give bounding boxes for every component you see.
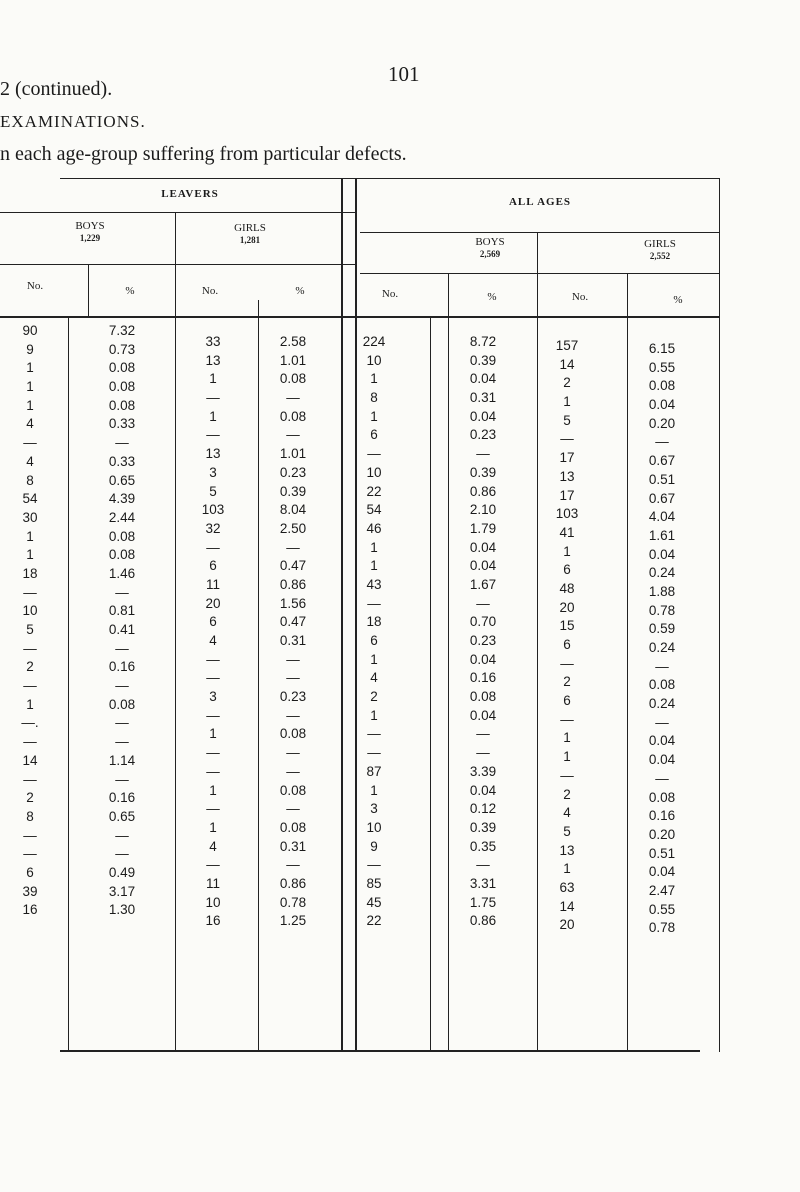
table-cell: — bbox=[286, 801, 300, 817]
table-cell: 9 bbox=[370, 838, 378, 854]
table-cell: 4 bbox=[26, 416, 34, 432]
table-cell: 20 bbox=[559, 599, 575, 615]
table-cell: 0.16 bbox=[469, 670, 497, 686]
table-cell: 2 bbox=[563, 786, 571, 802]
table-cell: 224 bbox=[362, 334, 386, 349]
table-cell: 2.47 bbox=[648, 882, 676, 898]
table-cell: — bbox=[206, 745, 220, 761]
col-header-all-boys-pct: % bbox=[487, 291, 497, 303]
table-cell: 3.39 bbox=[469, 763, 497, 779]
table-cell: 45 bbox=[366, 894, 382, 910]
table-cell: 4 bbox=[370, 670, 378, 686]
table-cell: 9 bbox=[26, 341, 34, 357]
table-cell: 0.24 bbox=[648, 640, 676, 655]
table-cell: 30 bbox=[22, 509, 38, 525]
table-cell: 0.41 bbox=[108, 622, 136, 637]
table-cell: 0.24 bbox=[648, 565, 676, 581]
table-cell: — bbox=[206, 427, 220, 443]
table-cell: 0.51 bbox=[648, 845, 676, 861]
table-cell: 0.81 bbox=[108, 603, 136, 619]
table-cell: — bbox=[367, 745, 381, 761]
table-cell: 17 bbox=[559, 487, 575, 503]
table-cell: — bbox=[655, 658, 669, 674]
table-cell: 0.23 bbox=[469, 633, 497, 648]
table-cell: 1 bbox=[209, 726, 217, 742]
table-cell: 0.24 bbox=[648, 696, 676, 712]
table-cell: 18 bbox=[22, 565, 38, 581]
table-cell: 2 bbox=[26, 790, 34, 806]
table-cell: 1.79 bbox=[469, 520, 497, 536]
table-cell: 1.30 bbox=[108, 902, 136, 918]
table-cell: 6 bbox=[209, 558, 217, 574]
table-cell: 2 bbox=[26, 659, 34, 675]
table-cell: — bbox=[560, 655, 574, 671]
leavers-boys-label: BOYS bbox=[75, 220, 105, 232]
leavers-header: LEAVERS bbox=[161, 188, 219, 200]
col-header-leavers-girls-pct: % bbox=[295, 285, 305, 297]
table-cell: 10 bbox=[205, 894, 221, 910]
table-cell: 0.08 bbox=[279, 371, 307, 387]
table-cell: 10 bbox=[366, 464, 382, 480]
table-cell: 1 bbox=[370, 371, 378, 387]
col-header-leavers-boys-pct: % bbox=[125, 285, 135, 297]
table-cell: 1.01 bbox=[279, 352, 307, 368]
col-header-all-girls-no: No. bbox=[571, 291, 589, 303]
table-cell: 6 bbox=[563, 562, 571, 578]
table-cell: — bbox=[115, 715, 129, 731]
table-cell: 13 bbox=[559, 468, 575, 484]
table-cell: — bbox=[286, 390, 300, 406]
table-cell: 0.16 bbox=[108, 659, 136, 675]
table-cell: — bbox=[206, 763, 220, 779]
column-all-boys-pct bbox=[453, 333, 513, 931]
table-cell: 0.08 bbox=[108, 397, 136, 413]
table-cell: 6.15 bbox=[648, 341, 676, 356]
table-cell: 0.33 bbox=[108, 453, 136, 469]
table-cell: 0.20 bbox=[648, 826, 676, 842]
table-cell: — bbox=[476, 446, 490, 462]
table-cell: 0.86 bbox=[279, 576, 307, 592]
table-cell: 0.78 bbox=[279, 894, 307, 910]
table-cell: 6 bbox=[370, 427, 378, 443]
table-cell: 3 bbox=[209, 689, 217, 705]
table-cell: — bbox=[115, 678, 129, 694]
table-cell: 63 bbox=[559, 879, 575, 895]
table-cell: 1 bbox=[26, 528, 34, 544]
column-all-girls-no bbox=[537, 337, 597, 935]
table-cell: 1 bbox=[26, 360, 34, 376]
table-cell: — bbox=[115, 584, 129, 600]
table-cell: 10 bbox=[366, 352, 382, 368]
table-cell: 1.01 bbox=[279, 446, 307, 462]
table-cell: 54 bbox=[22, 491, 38, 507]
table-cell: 0.39 bbox=[469, 352, 497, 368]
leavers-boys-header bbox=[30, 220, 150, 243]
table-cell: 3.17 bbox=[108, 883, 136, 899]
table-cell: — bbox=[115, 827, 129, 843]
table-cell: — bbox=[115, 771, 129, 787]
table-cell: 5 bbox=[209, 483, 217, 499]
column-leavers-boys-no bbox=[0, 322, 60, 920]
table-cell: 0.49 bbox=[108, 864, 136, 880]
table-cell: 41 bbox=[559, 524, 575, 540]
table-cell: 8 bbox=[26, 472, 34, 488]
table-cell: 48 bbox=[559, 580, 575, 596]
table-cell: 0.39 bbox=[279, 483, 307, 499]
table-cell: 0.86 bbox=[279, 875, 307, 891]
table-cell: 8.04 bbox=[279, 502, 307, 518]
table-cell: 0.47 bbox=[279, 614, 307, 630]
table-cell: 0.65 bbox=[108, 808, 136, 824]
table-cell: 6 bbox=[26, 864, 34, 880]
table-cell: 0.08 bbox=[648, 789, 676, 805]
table-cell: — bbox=[367, 726, 381, 742]
table-cell: —. bbox=[21, 715, 39, 731]
table-cell: 6 bbox=[370, 633, 378, 648]
table-cell: 0.73 bbox=[108, 341, 136, 357]
table-cell: 8 bbox=[26, 808, 34, 824]
table-cell: 0.78 bbox=[648, 920, 676, 936]
table-cell: — bbox=[476, 745, 490, 761]
table-cell: 4 bbox=[209, 838, 217, 854]
table-cell: 1.67 bbox=[469, 576, 497, 592]
table-cell: — bbox=[286, 427, 300, 443]
table-cell: 6 bbox=[563, 693, 571, 709]
table-cell: 0.23 bbox=[279, 689, 307, 705]
table-cell: 1 bbox=[370, 782, 378, 798]
table-cell: 103 bbox=[201, 502, 225, 518]
column-all-girls-pct bbox=[632, 340, 692, 938]
table-cell: 0.04 bbox=[648, 864, 676, 880]
table-cell: 0.31 bbox=[469, 390, 497, 406]
table-cell: 1 bbox=[563, 394, 571, 410]
table-cell: 11 bbox=[205, 875, 220, 891]
table-cell: 0.31 bbox=[279, 838, 307, 854]
table-cell: 1 bbox=[563, 749, 571, 765]
table-cell: 20 bbox=[205, 595, 221, 611]
table-cell: 0.16 bbox=[648, 808, 676, 824]
table-cell: 0.55 bbox=[648, 901, 676, 917]
table-cell: 8.72 bbox=[469, 334, 497, 349]
table-cell: 0.67 bbox=[648, 453, 676, 469]
table-cell: 0.04 bbox=[469, 371, 497, 387]
table-cell: 0.86 bbox=[469, 483, 497, 499]
table-cell: 0.08 bbox=[108, 360, 136, 376]
table-cell: — bbox=[206, 670, 220, 686]
table-cell: — bbox=[286, 670, 300, 686]
table-cell: — bbox=[115, 846, 129, 862]
table-cell: 20 bbox=[559, 917, 575, 933]
table-cell: — bbox=[23, 584, 37, 600]
table-cell: 17 bbox=[559, 450, 575, 466]
table-cell: — bbox=[286, 539, 300, 555]
table-cell: 90 bbox=[22, 323, 38, 338]
table-cell: 16 bbox=[205, 913, 221, 929]
leavers-boys-count: 1,229 bbox=[79, 233, 101, 243]
table-cell: 0.12 bbox=[469, 801, 497, 817]
table-cell: 1.88 bbox=[648, 583, 676, 599]
table-cell: 1 bbox=[26, 547, 34, 563]
table-cell: 13 bbox=[559, 842, 575, 858]
table-cell: 0.04 bbox=[469, 651, 497, 667]
table-cell: 1 bbox=[370, 707, 378, 723]
table-cell: 1 bbox=[563, 730, 571, 746]
column-all-boys-no bbox=[344, 333, 404, 931]
table-cell: 0.65 bbox=[108, 472, 136, 488]
table-cell: — bbox=[115, 435, 129, 451]
table-cell: — bbox=[286, 745, 300, 761]
table-cell: 1 bbox=[563, 861, 571, 877]
table-cell: 0.04 bbox=[469, 782, 497, 798]
table-cell: — bbox=[476, 595, 490, 611]
table-cell: 1 bbox=[209, 819, 217, 835]
table-cell: 1 bbox=[563, 543, 571, 559]
leavers-girls-label: GIRLS bbox=[234, 222, 266, 234]
table-cell: 14 bbox=[559, 898, 575, 914]
table-cell: 2.58 bbox=[279, 334, 307, 349]
all-boys-label: BOYS bbox=[475, 236, 505, 248]
table-cell: 10 bbox=[366, 819, 382, 835]
table-cell: — bbox=[23, 640, 37, 656]
table-cell: 54 bbox=[366, 502, 382, 518]
table-cell: 2.44 bbox=[108, 509, 136, 525]
table-cell: 11 bbox=[205, 576, 220, 592]
table-cell: — bbox=[655, 434, 669, 450]
table-cell: 14 bbox=[22, 752, 38, 768]
table-cell: 1 bbox=[209, 371, 217, 387]
table-cell: 0.47 bbox=[279, 558, 307, 574]
table-cell: 5 bbox=[563, 823, 571, 839]
table-cell: 0.39 bbox=[469, 819, 497, 835]
table-cell: 43 bbox=[366, 576, 382, 592]
table-cell: 1.25 bbox=[279, 913, 307, 929]
table-cell: 5 bbox=[26, 622, 34, 637]
table-cell: 33 bbox=[205, 334, 221, 349]
table-cell: 1 bbox=[26, 397, 34, 413]
table-cell: 0.04 bbox=[469, 539, 497, 555]
table-cell: 0.59 bbox=[648, 621, 676, 637]
table-cell: 1 bbox=[370, 408, 378, 424]
column-leavers-boys-pct bbox=[92, 322, 152, 920]
heading-examinations: EXAMINATIONS. bbox=[0, 112, 146, 131]
table-cell: 0.04 bbox=[648, 397, 676, 413]
table-cell: 13 bbox=[205, 446, 221, 462]
table-cell: 16 bbox=[22, 902, 38, 918]
table-cell: 0.08 bbox=[279, 819, 307, 835]
table-cell: — bbox=[206, 857, 220, 873]
table-cell: — bbox=[655, 714, 669, 730]
table-cell: 0.08 bbox=[279, 726, 307, 742]
table-cell: 85 bbox=[366, 875, 382, 891]
table-cell: 1.14 bbox=[108, 752, 136, 768]
col-header-all-boys-no: No. bbox=[381, 288, 399, 300]
table-cell: 0.78 bbox=[648, 602, 676, 618]
table-cell: 18 bbox=[366, 614, 382, 630]
table-cell: — bbox=[23, 435, 37, 451]
table-cell: 6 bbox=[563, 637, 571, 652]
table-cell: 32 bbox=[205, 520, 221, 536]
table-cell: 1 bbox=[370, 558, 378, 574]
table-cell: 0.04 bbox=[469, 558, 497, 574]
table-cell: 0.23 bbox=[279, 464, 307, 480]
table-cell: — bbox=[367, 595, 381, 611]
table-cell: — bbox=[23, 734, 37, 750]
table-cell: 0.67 bbox=[648, 490, 676, 506]
page-number: 101 bbox=[388, 62, 420, 86]
table-cell: 0.33 bbox=[108, 416, 136, 432]
table-cell: 6 bbox=[209, 614, 217, 630]
table-cell: 0.08 bbox=[108, 379, 136, 395]
table-cell: 14 bbox=[559, 356, 575, 372]
table-cell: 1.61 bbox=[648, 527, 676, 543]
table-cell: — bbox=[206, 707, 220, 723]
table-cell: 0.08 bbox=[108, 696, 136, 712]
table-cell: — bbox=[23, 846, 37, 862]
table-cell: 0.31 bbox=[279, 633, 307, 648]
table-cell: — bbox=[286, 857, 300, 873]
table-cell: 1 bbox=[26, 379, 34, 395]
table-cell: 0.08 bbox=[108, 528, 136, 544]
column-leavers-girls-no bbox=[183, 333, 243, 931]
table-cell: — bbox=[206, 390, 220, 406]
table-cell: 0.08 bbox=[279, 782, 307, 798]
table-cell: 0.04 bbox=[648, 546, 676, 562]
table-cell: 0.86 bbox=[469, 913, 497, 929]
table-cell: 5 bbox=[563, 412, 571, 428]
table-cell: 2 bbox=[563, 375, 571, 391]
table-cell: 13 bbox=[205, 352, 221, 368]
all-boys-header bbox=[430, 236, 550, 259]
table-cell: 4.39 bbox=[108, 491, 136, 507]
table-cell: 0.08 bbox=[108, 547, 136, 563]
table-cell: 15 bbox=[559, 618, 575, 634]
table-cell: 3 bbox=[370, 801, 378, 817]
all-girls-label: GIRLS bbox=[644, 238, 676, 250]
table-cell: 157 bbox=[555, 338, 579, 353]
table-cell: 2 bbox=[370, 689, 378, 705]
table-cell: — bbox=[23, 771, 37, 787]
table-cell: 39 bbox=[22, 883, 38, 899]
heading-description: n each age-group suffering from particular defects. bbox=[0, 143, 407, 165]
table-cell: 87 bbox=[366, 763, 382, 779]
table-cell: — bbox=[560, 767, 574, 783]
table-cell: 7.32 bbox=[108, 323, 136, 338]
all-girls-count: 2,552 bbox=[649, 251, 671, 261]
table-cell: 22 bbox=[366, 483, 382, 499]
table-cell: — bbox=[206, 801, 220, 817]
table-cell: 1 bbox=[26, 696, 34, 712]
table-cell: 0.08 bbox=[648, 378, 676, 394]
table-cell: 0.04 bbox=[648, 752, 676, 768]
table-cell: 2.10 bbox=[469, 502, 497, 518]
table-cell: 1.46 bbox=[108, 565, 136, 581]
table-cell: 0.08 bbox=[648, 677, 676, 693]
table-cell: — bbox=[367, 857, 381, 873]
table-cell: 0.23 bbox=[469, 427, 497, 443]
table-cell: — bbox=[206, 651, 220, 667]
table-cell: 4 bbox=[563, 805, 571, 821]
col-header-all-girls-pct: % bbox=[673, 294, 683, 306]
table-cell: 1 bbox=[209, 782, 217, 798]
table-cell: 103 bbox=[555, 506, 579, 522]
table-cell: 0.04 bbox=[469, 408, 497, 424]
table-cell: — bbox=[560, 431, 574, 447]
table-cell: 46 bbox=[366, 520, 382, 536]
table-cell: — bbox=[367, 446, 381, 462]
all-boys-count: 2,569 bbox=[479, 249, 501, 259]
table-cell: 0.08 bbox=[469, 689, 497, 705]
table-cell: 10 bbox=[22, 603, 38, 619]
leavers-girls-count: 1,281 bbox=[239, 235, 261, 245]
table-cell: — bbox=[115, 734, 129, 750]
table-cell: 2.50 bbox=[279, 520, 307, 536]
all-girls-header bbox=[600, 238, 720, 261]
table-cell: 0.35 bbox=[469, 838, 497, 854]
table-cell: 1 bbox=[370, 539, 378, 555]
table-cell: 0.55 bbox=[648, 359, 676, 375]
table-cell: 1 bbox=[370, 651, 378, 667]
table-cell: 3.31 bbox=[469, 875, 497, 891]
table-cell: — bbox=[286, 707, 300, 723]
table-cell: 4 bbox=[26, 453, 34, 469]
col-header-leavers-boys-no: No. bbox=[26, 280, 44, 292]
table-cell: 0.08 bbox=[279, 408, 307, 424]
table-cell: — bbox=[286, 763, 300, 779]
table-cell: — bbox=[655, 770, 669, 786]
table-cell: 1.75 bbox=[469, 894, 497, 910]
table-cell: 22 bbox=[366, 913, 382, 929]
table-cell: — bbox=[560, 711, 574, 727]
table-cell: 0.70 bbox=[469, 614, 497, 630]
heading-continued: 2 (continued). bbox=[0, 78, 113, 100]
table-cell: 3 bbox=[209, 464, 217, 480]
table-cell: — bbox=[476, 857, 490, 873]
table-cell: 4 bbox=[209, 633, 217, 648]
table-cell: 0.39 bbox=[469, 464, 497, 480]
table-cell: 1 bbox=[209, 408, 217, 424]
table-cell: — bbox=[23, 678, 37, 694]
table-cell: — bbox=[286, 651, 300, 667]
leavers-girls-header bbox=[190, 222, 310, 245]
col-header-leavers-girls-no: No. bbox=[201, 285, 219, 297]
table-cell: 0.04 bbox=[469, 707, 497, 723]
table-cell: 1.56 bbox=[279, 595, 307, 611]
table-cell: 8 bbox=[370, 390, 378, 406]
table-cell: 2 bbox=[563, 674, 571, 690]
table-cell: 0.04 bbox=[648, 733, 676, 749]
all-ages-header: ALL AGES bbox=[508, 196, 572, 208]
table-cell: 0.51 bbox=[648, 471, 676, 487]
table-cell: 0.20 bbox=[648, 415, 676, 431]
table-cell: 0.16 bbox=[108, 790, 136, 806]
table-cell: — bbox=[476, 726, 490, 742]
table-cell: 4.04 bbox=[648, 509, 676, 525]
table-cell: — bbox=[23, 827, 37, 843]
table-cell: — bbox=[206, 539, 220, 555]
column-leavers-girls-pct bbox=[263, 333, 323, 931]
table-cell: — bbox=[115, 640, 129, 656]
